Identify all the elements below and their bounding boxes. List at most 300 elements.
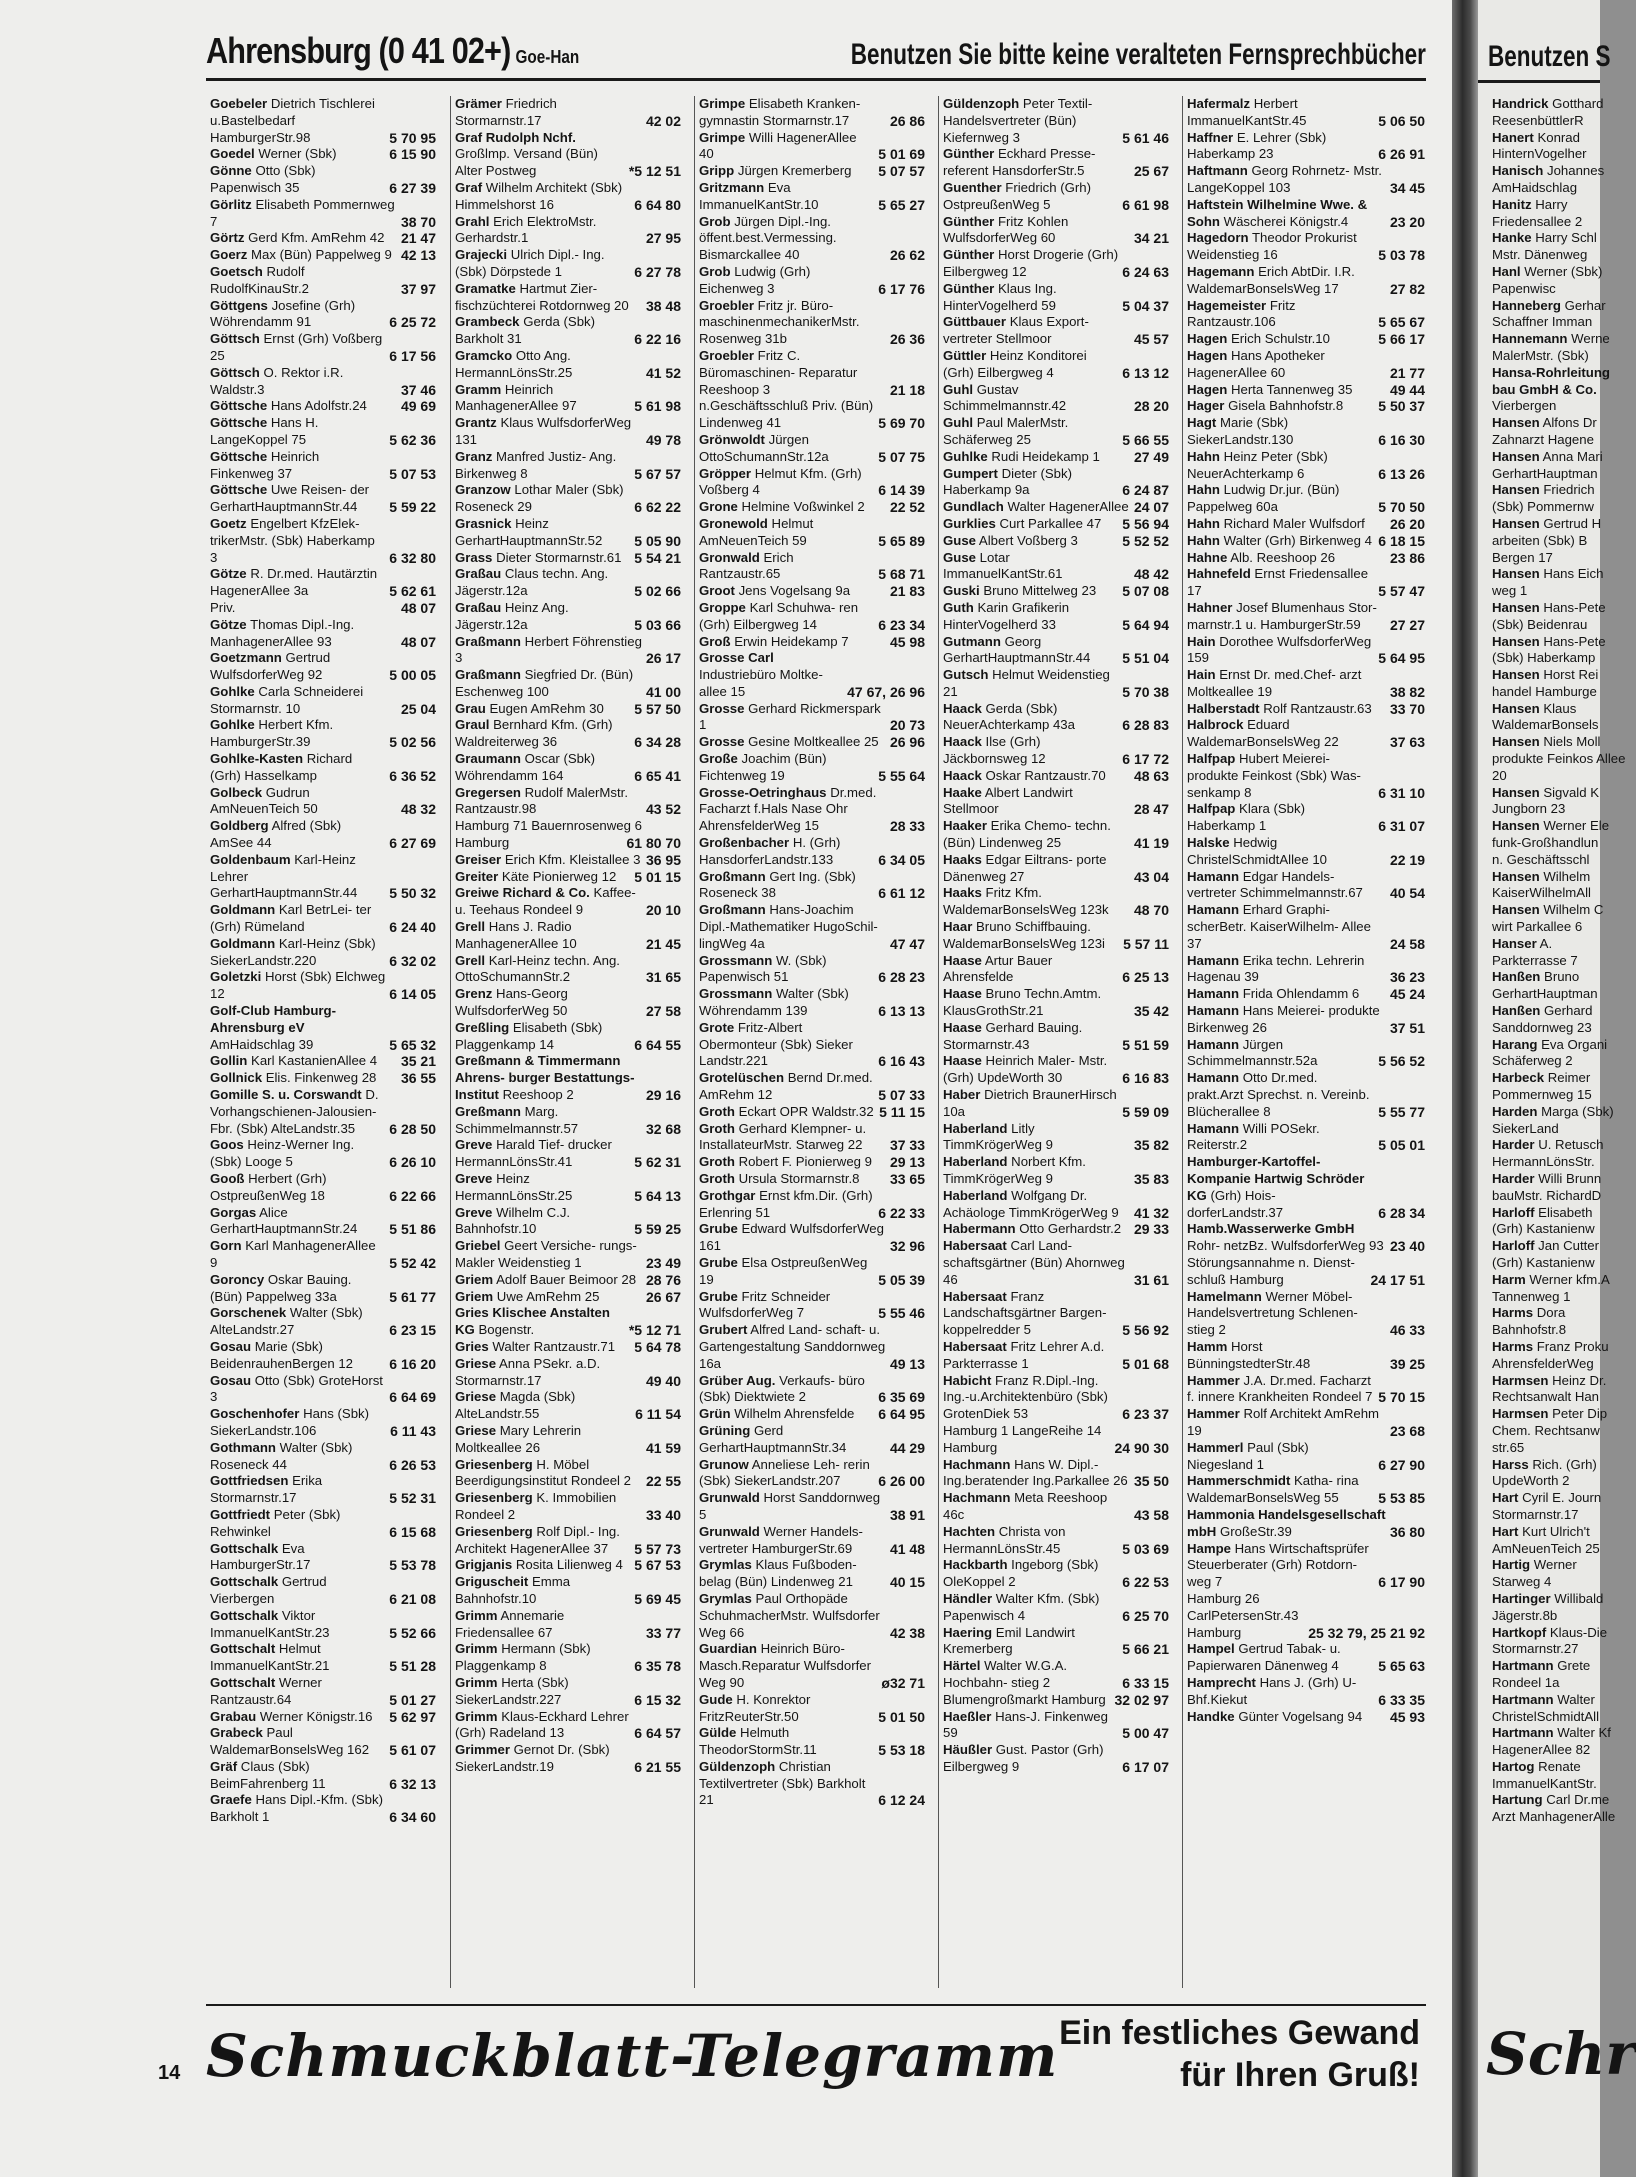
listing-details: Heinz GerhartHauptmannStr.52 [455,515,603,548]
listing-name: Hammonia Handelsgesellschaft mbH [1187,1506,1390,1539]
listing-entry-text [455,751,630,785]
listing-entry-text [943,1221,1130,1238]
listing-entry-text [1492,600,1626,634]
listing-name: Hansen [1492,633,1540,649]
listing-entry-text [210,936,385,970]
listing-entry [206,96,438,146]
listing-entry-text [210,230,397,247]
listing-entry-text [1187,1070,1374,1120]
listing-name: Gollnick [210,1070,263,1086]
phone-number: 5 52 31 [389,1490,436,1507]
listing-entry [1183,1003,1427,1037]
listing-name: Griesenberg [455,1523,533,1539]
listing-entry-text [210,1003,385,1053]
listing-entry-text [455,717,630,751]
listing-name: Goetzmann [210,650,282,666]
listing-details: Mary Lehrerin Moltkeallee 26 [455,1422,585,1455]
listing-details: Gust. Pastor (Grh) Eilbergweg 9 [943,1742,1108,1774]
listing-entry-text [943,1053,1118,1087]
listing-entry-text [1492,818,1626,852]
listing-name: Gries [455,1338,489,1354]
listing-entry-text [455,415,642,449]
listing-entry-text [699,1457,874,1491]
phone-number: 48 42 [1133,566,1169,583]
listing-entry [206,1641,438,1675]
listing-details: Rich. (Grh) UpdeWorth 2 [1492,1456,1601,1489]
listing-details: Hans-J. Finkenweg 59 [943,1708,1112,1741]
listing-entry [206,600,438,617]
listing-entry [1488,1490,1628,1524]
listing-entry [451,919,683,953]
listing-entry [1488,130,1628,164]
listing-details: Walter Kfm. (Sbk) Papenwisch 4 [943,1590,1104,1623]
listing-name: Hamann [1187,1120,1240,1136]
listing-details: Klaus Export- vertreter Stellmoor [943,314,1093,347]
listing-details: Emma Bahnhofstr.10 [455,1574,574,1606]
listing-entry-text [1187,1339,1386,1373]
listing-details: Herta Tannenweg 35 [1230,381,1353,397]
listing-entry-text [210,1305,385,1339]
listing-name: Hansen [1492,415,1540,431]
phone-number: 45 93 [1389,1708,1425,1725]
listing-details: Alfred Land- schaft- u. Gartengestaltung Sanddornweg 16a [699,1322,889,1371]
listing-entry-text [210,1137,385,1171]
listing-entry-text [455,1272,642,1289]
listing-entry-text [943,1440,1111,1457]
listing-entry-text [455,1557,630,1574]
listing-entry-text [455,1305,625,1339]
phone-number: 20 10 [645,902,681,919]
listing-entry [1488,264,1628,298]
listing-name: Greßling [455,1019,510,1035]
listing-details: Hartmut Zier- fischzüchterei Rotdornweg 20 [455,280,629,313]
listing-entry [206,1406,438,1440]
phone-number: 41 19 [1133,835,1169,852]
listing-details: Alb. Reeshoop 26 [1230,549,1336,565]
ad-line-2: für Ihren Gruß! [1180,2056,1420,2094]
listing-details: Erich AbtDir. I.R. WaldemarBonselsWeg 17 [1187,263,1359,296]
phone-number: 6 12 24 [878,1792,925,1809]
phone-number: 5 52 66 [389,1624,436,1641]
listing-entry [939,1289,1171,1339]
listing-details: Erich Rantzaustr.65 [699,549,798,582]
listing-entry [939,516,1171,533]
phone-number: 35 82 [1133,1137,1169,1154]
listing-details: K. Immobilien Rondeel 2 [455,1490,620,1522]
listing-name: Hafermalz [1187,96,1251,111]
listing-name: Grämer [455,96,502,111]
listing-name: Goroncy [210,1271,265,1287]
phone-number: 28 47 [1133,801,1169,818]
phone-number: 6 22 53 [1122,1574,1169,1591]
listing-entry [695,634,927,651]
listing-entry [939,382,1171,416]
listing-details: Blumengroßmarkt Hamburg [943,1691,1106,1707]
listing-name: Händler [943,1590,993,1606]
listing-details: Fritz-Albert Obermonteur (Sbk) Sieker Landstr.221 [699,1019,857,1069]
listing-details: Eduard WaldemarBonselsWeg 22 [1187,717,1339,750]
listing-details: Hans Apotheker HagenerAllee 60 [1187,347,1329,380]
listing-entry-text [943,1625,1118,1659]
listing-name: Hanitz [1492,196,1532,212]
listing-name: Hamann [1187,868,1240,884]
listing-name: Harloff [1492,1204,1535,1220]
listing-details: Christian Textilvertreter (Sbk) Barkholt 21 [699,1758,870,1808]
listing-entry-text [943,1423,1169,1440]
listing-name: Hagen [1187,381,1228,397]
listing-entry [1488,902,1628,936]
listing-details: Elis. Finkenweg 28 [265,1070,377,1086]
listing-entry-text [699,348,886,398]
phone-number: 6 16 83 [1122,1070,1169,1087]
schmuckblatt-banner: Schmuckblatt-Telegramm [206,2022,1059,2090]
listing-details: Störungsannahme n. Dienst- schluß Hamburg [1187,1254,1359,1287]
listing-name: Hamelmann [1187,1288,1262,1304]
listing-entry-text [943,701,1118,735]
listing-name: Grass [455,549,493,565]
listing-name: Gude [699,1691,733,1707]
listing-details: Anna PSekr. a.D. Stormarnstr.17 [455,1355,604,1388]
listing-name: Hansen [1492,784,1540,800]
listing-entry-text [455,919,642,953]
listing-entry [206,1305,438,1339]
phone-number: 40 54 [1389,885,1425,902]
listing-details: Hans-Pete (Sbk) Haberkamp [1492,633,1610,666]
listing-details: Walter Kf HagenerAllee 82 [1492,1725,1615,1758]
listing-details: Gerda (Sbk) Barkholt 31 [455,314,599,347]
listing-name: Greiser [455,851,502,867]
listing-details: Dorothee WulfsdorferWeg 159 [1187,633,1375,666]
listing-name: Hammer [1187,1406,1240,1422]
listing-entry-text [455,516,630,550]
listing-entry [939,667,1171,701]
listing-entry [1183,449,1427,483]
listing-entry-text [943,1692,1111,1709]
listing-name: Griebel [455,1238,501,1254]
listing-entry-text [699,986,874,1020]
listing-name: Hamann [1187,1003,1240,1019]
listing-name: Gosau [210,1338,252,1354]
listing-details: Renate ImmanuelKantStr. [1492,1758,1597,1791]
listing-name: Hamann [1187,952,1240,968]
phone-number: 49 13 [889,1355,925,1372]
listing-entry-text [1187,1255,1367,1289]
phone-number: 6 21 55 [634,1758,681,1775]
listing-details: Fritz Kohlen WulfsdorferWeg 60 [943,213,1073,246]
listing-details: Karl KastanienAllee 4 [251,1053,378,1069]
listing-entry-text [1492,902,1626,936]
listing-entry [695,130,927,164]
phone-number: 6 13 12 [1122,364,1169,381]
listing-entry [206,482,438,516]
next-page-banner: Schr [1486,2020,1636,2088]
listing-name: Habicht [943,1372,992,1388]
listing-entry [939,583,1171,600]
listing-entry [1488,818,1628,852]
listing-name: Haberland [943,1120,1008,1136]
listing-details: Klaus-Eckhard Lehrer (Grh) Radeland 13 [455,1708,633,1741]
listing-entry [1183,1070,1427,1120]
listing-name: Grimm [455,1674,498,1690]
listing-entry-text [210,398,397,415]
listing-entry-text [455,96,642,130]
listing-entry [939,449,1171,466]
listing-entry [695,1591,927,1641]
listing-entry [451,1238,683,1272]
listing-entry-text [699,869,874,903]
listing-details: Erika Chemo- techn. (Bün) Lindenweg 25 [943,818,1115,851]
phone-number: 47 47 [889,935,925,952]
listing-details: Eva Organi Schäferweg 2 [1492,1036,1611,1069]
listing-name: Guski [943,583,980,599]
phone-number: *5 12 51 [628,163,681,180]
listing-entry [939,550,1171,584]
phone-number: 38 48 [645,297,681,314]
listing-name: Gottfriedsen [210,1473,289,1489]
phone-number: 47 67, 26 96 [847,683,925,700]
phone-number: 6 24 63 [1122,263,1169,280]
listing-entry [451,415,683,449]
listing-entry [1488,734,1628,784]
phone-number: 6 16 30 [1378,431,1425,448]
listing-name: Goldmann [210,935,276,951]
phone-number: 6 28 83 [1122,717,1169,734]
listing-name: Griesenberg [455,1490,533,1506]
phone-number: 41 52 [645,364,681,381]
listing-name: Harloff [1492,1238,1535,1254]
listing-entry [939,785,1171,819]
listing-details: Jens Vogelsang 9a [738,583,851,599]
phone-number: 5 04 37 [1122,297,1169,314]
listing-details: Marg. Schimmelmannstr.57 [455,1103,579,1136]
listing-details: Manfred Justiz- Ang. Birkenweg 8 [455,448,620,481]
listing-details: Carl Land- schaftsgärtner (Bün) Ahornweg 46 [943,1238,1129,1287]
phone-number: 6 27 69 [389,835,436,852]
listing-entry-text [943,533,1118,550]
listing-details: Klaus-Die Stormarnstr.27 [1492,1624,1611,1657]
phone-number: 35 21 [400,1053,436,1070]
listing-entry-text [210,1171,385,1205]
listing-details: R. Dr.med. Hautärztin HagenerAllee 3a [210,566,381,599]
listing-entry [1488,449,1628,483]
listing-details: Rolf Dipl.- Ing. Architekt HagenerAllee 37 [455,1523,623,1556]
listing-details: Horst Rei handel Hamburge [1492,667,1602,699]
listing-details: Gisela Bahnhofstr.8 [1228,398,1344,414]
listing-name: Grimpe [699,129,746,145]
listing-details: Herbert Kfm. HamburgerStr.39 [210,717,337,750]
phone-number: 5 01 50 [878,1708,925,1725]
listing-entry [1488,365,1628,415]
phone-number: 6 13 26 [1378,465,1425,482]
phone-number: 6 17 76 [878,280,925,297]
phone-number: 5 05 39 [878,1271,925,1288]
listing-entry [206,1725,438,1759]
listing-entry-text [1492,566,1626,600]
listing-entry [939,1692,1171,1709]
listing-entry [1183,1037,1427,1071]
listing-entry-text [699,1187,877,1222]
listing-entry [1183,1507,1427,1541]
listing-entry [1183,96,1427,130]
listing-entry [451,566,683,600]
listing-entry [451,634,683,668]
phone-number: 5 11 15 [879,1103,925,1120]
listing-details: Edgar Eiltrans- porte Dänenweg 27 [943,851,1111,884]
listing-name: Griese [455,1355,497,1371]
listing-entry-text [1187,667,1386,701]
listing-entry [1183,1709,1427,1726]
phone-number: 6 34 05 [878,851,925,868]
listing-entry-text [1492,1406,1626,1456]
listing-entry [1183,902,1427,952]
listing-entry [939,852,1171,886]
phone-number: 5 00 47 [1122,1725,1169,1742]
listing-entry-text [210,969,389,1003]
listing-entry-text [943,516,1118,533]
listing-entry-text [455,1423,642,1457]
listing-entry-text [210,415,385,449]
listing-details: Harald Tief- drucker HermannLönsStr.41 [455,1137,616,1170]
listing-entry-text [1492,1457,1626,1491]
phone-number: 24 07 [1133,499,1169,516]
listing-details: Claus (Sbk) BeimFahrenberg 11 [210,1758,326,1791]
listing-name: Grimm [455,1641,498,1657]
listing-details: Ernst (Grh) Voßberg 25 [210,331,386,363]
listing-entry-text [943,1524,1118,1558]
listing-name: Hamm [1187,1338,1228,1354]
listing-name: Haaks [943,885,982,901]
listing-details: Käte Pionierweg 12 [501,868,617,884]
listing-entry [1183,1440,1427,1474]
listing-entry [939,214,1171,248]
listing-entry [451,1490,683,1524]
listing-entry-text [943,1490,1130,1524]
phone-number: 22 52 [889,499,925,516]
listing-entry [451,1641,683,1675]
listing-details: H. Konrektor FritzReuterStr.50 [699,1691,815,1724]
listing-name: Gollin [210,1053,248,1069]
listing-entry-text [455,566,630,600]
listing-entry-text [455,885,642,919]
listing-name: Hansen [1492,667,1540,683]
listing-name: Graf Rudolph Nchf. [455,129,576,145]
listing-name: Hahn [1187,482,1220,498]
phone-number: 6 61 12 [878,885,925,902]
listing-details: Helmut Kfm. (Grh) Voßberg 4 [699,465,866,498]
listing-name: Groebler [699,347,754,363]
listing-entry-text [1187,96,1374,130]
phone-number: 5 55 46 [878,1305,925,1322]
phone-number: 49 40 [645,1372,681,1389]
listing-name: Griem [455,1271,494,1287]
listing-entry [451,869,683,886]
listing-details: Reimer Pommernweg 15 [1492,1070,1594,1103]
phone-number: 5 54 21 [634,549,681,566]
listing-details: Franz Landschaftsgärtner Bargen- koppelredder 5 [943,1288,1111,1338]
listing-entry-text [1492,516,1626,566]
listing-entry-text [210,1675,385,1709]
phone-number: 5 01 15 [634,868,681,885]
listing-entry-text [1187,600,1386,634]
listing-entry [1183,801,1427,835]
listing-entry [1183,1591,1427,1641]
phone-number: 23 20 [1389,213,1425,230]
listing-entry [695,180,927,214]
phone-number: 36 95 [645,851,681,868]
listing-entry [451,1709,683,1743]
listing-details: Otto (Sbk) GroteHorst 3 [210,1372,387,1405]
listing-entry [206,1171,438,1205]
listing-entry [939,1557,1171,1591]
phone-number: 39 25 [1389,1355,1425,1372]
listing-details: Bruno Schiffbauing. WaldemarBonselsWeg 123i [943,919,1105,951]
listing-entry [1488,298,1628,332]
listing-entry [451,600,683,634]
listing-entry [451,818,683,835]
phone-number: 25 04 [400,700,436,717]
listing-details: Herbert ImmanuelKantStr.45 [1187,96,1307,128]
listing-entry-text [1187,1440,1374,1474]
listing-entry-text [943,852,1130,886]
listing-name: Graf [455,179,483,195]
header-city [206,30,579,72]
listing-entry [939,885,1171,919]
listing-name: Haftstein Wilhelmine Wwe. & Sohn [1187,196,1371,229]
listing-name: Harder [1492,1171,1535,1186]
listing-entry [1183,1121,1427,1155]
listing-entry-text [1187,634,1374,668]
phone-number: 6 34 28 [634,734,681,751]
listing-name: Hachmann [943,1456,1011,1472]
ad-line-1: Ein festliches Gewand [1059,2014,1420,2052]
listing-name: Haeßler [943,1708,992,1724]
listing-entry [695,953,927,987]
listing-entry-text [1187,398,1374,415]
listing-entry-text [1187,1289,1386,1339]
listing-entry [206,1373,438,1407]
listing-details: Gernot Dr. (Sbk) SiekerLandstr.19 [455,1742,614,1774]
listing-details: (Grh) Hois- dorferLandstr.37 [1187,1187,1284,1220]
listing-name: Hahn [1187,532,1220,548]
listing-details: Walter (Sbk) Wöhrendamm 139 [699,986,853,1019]
listing-details: Heinz-Werner Ing. (Sbk) Looge 5 [210,1137,358,1170]
listing-entry [451,96,683,130]
listing-entry [1183,667,1427,701]
listing-name: Gottfriedt [210,1506,271,1522]
listing-entry [939,146,1171,180]
listing-entry [1488,1003,1628,1037]
listing-details: Bogenstr. [478,1322,535,1338]
listing-entry-text [1187,482,1374,516]
listing-entry-text [1492,1373,1626,1407]
listing-name: Griesenberg [455,1456,533,1472]
listing-entry [695,1255,927,1289]
listing-entry-text [943,1289,1118,1339]
listing-entry [1183,298,1427,332]
phone-number: 5 03 69 [1122,1540,1169,1557]
listing-name: Gramcko [455,347,513,363]
listing-entry-text [1187,869,1386,903]
listing-entry-text [943,1339,1118,1373]
listing-entry-text [943,953,1118,987]
listing-entry [206,617,438,651]
listing-details: Erich ElektroMstr. Gerhardstr.1 [455,213,601,246]
listing-entry-text [455,1289,642,1306]
listing-entry-text [699,499,886,516]
listing-entry [939,96,1171,146]
listing-entry [451,1205,683,1239]
listing-entry [206,146,438,163]
